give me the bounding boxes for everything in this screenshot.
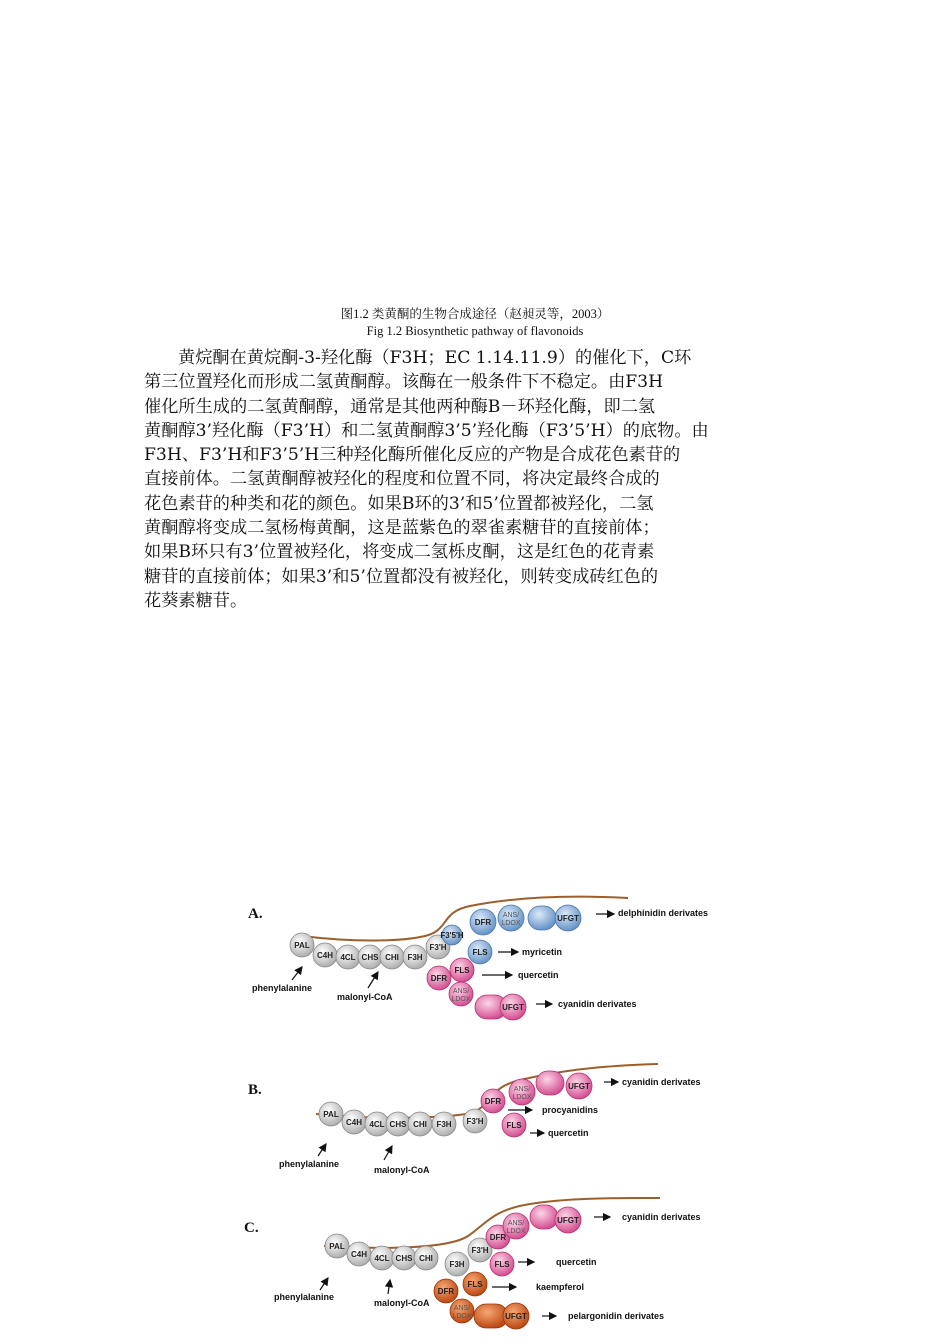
- product-label: pelargonidin derivates: [568, 1311, 665, 1321]
- backbone-enzyme-label: PAL: [294, 941, 310, 950]
- branch-enzyme-label: FLS: [467, 1280, 483, 1289]
- branch-enzyme-label: UFGT: [502, 1003, 524, 1012]
- paragraph-line: 催化所生成的二氢黄酮醇，通常是其他两种酶B－环羟化酶，即二氢: [144, 396, 656, 417]
- branch-enzyme-label: FLS: [454, 966, 470, 975]
- product-label: cyanidin derivates: [622, 1212, 701, 1222]
- branch-enzyme-label: ANS/: [507, 1220, 525, 1227]
- flavonoid-pathway-figure: [230, 880, 740, 1335]
- product-label: procyanidins: [542, 1105, 599, 1115]
- backbone-enzyme-label: PAL: [323, 1110, 339, 1119]
- branch-enzyme-label: LDOX: [512, 1094, 532, 1101]
- branch-enzyme-pill: [536, 1071, 564, 1095]
- backbone-enzyme-label: CHS: [389, 1120, 407, 1129]
- panel-label-b: B.: [248, 1082, 262, 1098]
- branch-enzyme-label: FLS: [506, 1121, 522, 1130]
- backbone-enzyme-label: F3H: [449, 1260, 465, 1269]
- branch-enzyme-label: FLS: [494, 1260, 510, 1269]
- substrate-arrow: [320, 1278, 328, 1290]
- branch-enzyme-label: DFR: [474, 918, 492, 927]
- substrate-label: malonyl-CoA: [374, 1165, 430, 1175]
- paragraph-line: 花色素苷的种类和花的颜色。如果B环的3’和5’位置都被羟化，二氢: [144, 493, 654, 514]
- product-label: quercetin: [556, 1257, 597, 1267]
- branch-enzyme-label: ANS/: [453, 1305, 471, 1312]
- panel-label-a: A.: [248, 906, 263, 922]
- paragraph-line: 如果B环只有3’位置被羟化，将变成二氢栎皮酮，这是红色的花青素: [144, 542, 655, 563]
- product-label: cyanidin derivates: [558, 999, 637, 1009]
- branch-enzyme-label: F3'H: [466, 1117, 484, 1126]
- product-label: kaempferol: [536, 1282, 585, 1292]
- branch-enzyme-label: LDOX: [501, 920, 521, 927]
- branch-enzyme-label: UFGT: [557, 1216, 579, 1225]
- backbone-enzyme-label: CHS: [361, 953, 379, 962]
- backbone-enzyme-label: F3H: [407, 953, 423, 962]
- branch-enzyme-label: ANS/: [513, 1086, 531, 1093]
- branch-enzyme-label: FLS: [472, 948, 488, 957]
- backbone-enzyme-label: CHI: [413, 1120, 427, 1129]
- backbone-enzyme-label: C4H: [345, 1118, 363, 1127]
- paragraph-line: 黄烷酮在黄烷酮-3-羟化酶（F3H；EC 1.14.11.9）的催化下，C环: [178, 348, 692, 368]
- figure-caption-cn: 图1.2 类黄酮的生物合成途径（赵昶灵等，2003）: [340, 307, 610, 321]
- product-label: quercetin: [548, 1128, 589, 1138]
- branch-enzyme-label: DFR: [489, 1233, 507, 1242]
- body-paragraph: [144, 346, 808, 613]
- figure-caption-en: Fig 1.2 Biosynthetic pathway of flavonoids: [366, 324, 584, 338]
- branch-enzyme-label: DFR: [484, 1097, 502, 1106]
- branch-enzyme-label: F3'H: [471, 1246, 489, 1255]
- product-label: delphinidin derivates: [618, 908, 709, 918]
- backbone-enzyme-label: CHI: [385, 953, 399, 962]
- product-label: myricetin: [522, 947, 563, 957]
- branch-enzyme-label: LDOX: [506, 1228, 526, 1235]
- branch-enzyme-label: LDOX: [452, 1313, 472, 1320]
- substrate-label: phenylalanine: [252, 983, 313, 993]
- branch-enzyme-label: UFGT: [557, 914, 579, 923]
- paragraph-line: 黄酮醇将变成二氢杨梅黄酮，这是蓝紫色的翠雀素糖苷的直接前体；: [144, 518, 660, 539]
- backbone-enzyme-label: 4CL: [374, 1254, 390, 1263]
- branch-enzyme-label: LDOX: [451, 996, 471, 1003]
- branch-enzyme-label: ANS/: [502, 912, 520, 919]
- substrate-label: phenylalanine: [274, 1292, 335, 1302]
- paragraph-line: 第三位置羟化而形成二氢黄酮醇。该酶在一般条件下不稳定。由F3H: [144, 372, 664, 393]
- substrate-label: malonyl-CoA: [337, 992, 393, 1002]
- substrate-arrow: [318, 1144, 326, 1156]
- branch-enzyme-label: UFGT: [568, 1082, 590, 1091]
- backbone-enzyme-label: 4CL: [340, 953, 356, 962]
- branch-enzyme-label: ANS/: [452, 988, 470, 995]
- branch-enzyme-pill: [530, 1205, 558, 1229]
- product-label: quercetin: [518, 970, 559, 980]
- paragraph-line: 糖苷的直接前体；如果3’和5’位置都没有被羟化，则转变成砖红色的: [144, 566, 659, 587]
- backbone-enzyme-label: F3H: [436, 1120, 452, 1129]
- substrate-arrow: [292, 967, 302, 980]
- branch-enzyme-label: DFR: [437, 1287, 455, 1296]
- backbone-enzyme-label: C4H: [316, 951, 334, 960]
- branch-enzyme-label: F3'H: [429, 943, 447, 952]
- substrate-arrow: [388, 1280, 390, 1294]
- substrate-label: malonyl-CoA: [374, 1298, 430, 1308]
- backbone-enzyme-label: PAL: [329, 1242, 345, 1251]
- substrate-label: phenylalanine: [279, 1159, 340, 1169]
- branch-enzyme-label: UFGT: [505, 1312, 527, 1321]
- paragraph-line: 黄酮醇3’羟化酶（F3’H）和二氢黄酮醇3’5’羟化酶（F3’5’H）的底物。由: [144, 420, 709, 441]
- branch-enzyme-label: F3'5'H: [440, 931, 464, 940]
- substrate-arrow: [384, 1146, 392, 1160]
- backbone-enzyme-label: C4H: [350, 1250, 368, 1259]
- paragraph-line: 直接前体。二氢黄酮醇被羟化的程度和位置不同，将决定最终合成的: [144, 469, 660, 490]
- figure-layer: [244, 897, 708, 1329]
- product-label: cyanidin derivates: [622, 1077, 701, 1087]
- substrate-arrow: [368, 972, 378, 988]
- backbone-enzyme-label: 4CL: [369, 1120, 385, 1129]
- panel-label-c: C.: [244, 1220, 259, 1236]
- branch-enzyme-label: DFR: [430, 974, 448, 983]
- backbone-enzyme-label: CHS: [395, 1254, 413, 1263]
- branch-enzyme-pill: [528, 906, 556, 930]
- backbone-enzyme-label: CHI: [419, 1254, 433, 1263]
- paragraph-line: F3H、F3’H和F3’5’H三种羟化酶所催化反应的产物是合成花色素苷的: [144, 445, 681, 466]
- paragraph-line: 花葵素糖苷。: [144, 590, 248, 611]
